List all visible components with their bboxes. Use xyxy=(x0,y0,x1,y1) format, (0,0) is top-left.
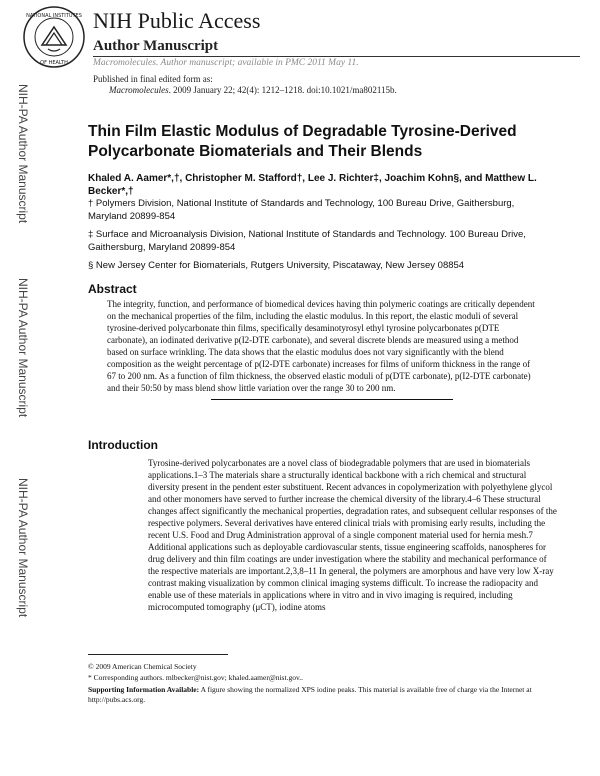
introduction-heading: Introduction xyxy=(88,438,158,452)
header-meta: Macromolecules. Author manuscript; available in PMC 2011 May 11. xyxy=(93,58,359,68)
journal-name: Macromolecules xyxy=(109,85,169,95)
author-list: Khaled A. Aamer*,†, Christopher M. Stafford†, Lee J. Richter‡, Joachim Kohn§, and Matthew L. Becker*,† xyxy=(88,173,537,197)
side-label-2: NIH-PA Author Manuscript xyxy=(16,278,30,418)
header-title: NIH Public Access xyxy=(93,8,261,33)
footnote-rule xyxy=(88,654,228,655)
affiliation-3: § New Jersey Center for Biomaterials, Rutgers University, Piscataway, New Jersey 08854 xyxy=(88,260,465,271)
supporting-info-label: Supporting Information Available: xyxy=(88,685,200,694)
affiliation-1: † Polymers Division, National Institute of Standards and Technology, 100 Bureau Drive, Gaithersburg, Maryland 20899-854 xyxy=(88,198,515,222)
citation xyxy=(109,85,397,95)
corresponding-note: * Corresponding authors. mlbecker@nist.gov; khaled.aamer@nist.gov.. xyxy=(88,673,303,682)
copyright-note: © 2009 American Chemical Society xyxy=(88,662,197,671)
svg-text:OF HEALTH: OF HEALTH xyxy=(40,60,68,66)
side-label-3: NIH-PA Author Manuscript xyxy=(16,478,30,618)
svg-text:NATIONAL INSTITUTES: NATIONAL INSTITUTES xyxy=(26,13,82,19)
supporting-info-text: A figure showing the normalized XPS iodine peaks. This material is available free of charge via the Internet at http://pubs.acs.org. xyxy=(88,685,532,704)
abstract-text: The integrity, function, and performance of biomedical devices having thin polymeric coatings are critically dependent on the mechanical properties of the film, including the elastic modulus. In this report, the elastic moduli of several tyrosine-derived polycarbonate thin films, specifically desaminotyrosyl ethyl tyrosine polycarbonates p(DTE carbonate), an iodinated derivative p(I2-DTE carbonate), and several discrete blends are measured using a method based on surface wrinkling. The data shows that the elastic modulus does not vary significantly with the blend composition as the weight percentage of p(I2-DTE carbonate) increases for films of uniform thickness in the range of 67 to 200 nm. As a function of film thickness, the observed elastic moduli of p(DTE carbonate), p(I2-DTE carbonate) and their 50:50 by mass blend show little variation over the range 30 to 200 nm. xyxy=(107,299,535,393)
citation-details: . 2009 January 22; 42(4): 1212–1218. doi:10.1021/ma802115b. xyxy=(168,85,397,95)
published-in-label: Published in final edited form as: xyxy=(93,74,213,84)
side-label-1: NIH-PA Author Manuscript xyxy=(16,84,30,224)
introduction-text: Tyrosine-derived polycarbonates are a novel class of biodegradable polymers that are used in biomaterials applications.1–3 The materials share a structurally identical backbone with a rich chemical and structural diversity present in the pendent ester substituent. Recent advances in copolymerization with polyethylene glycol and other monomers have served to further increase the chemical diversity of the library.4–6 These structural changes affect significantly the mechanical properties, degradation rates, and subsequent cellular responses of the respective polymers. Several derivatives have entered clinical trials with promising early results, including the recent U.S. Food and Drug Administration approval of a single component material used for hernia mesh.7 Additional applications such as deployable cardiovascular stents, tissue engineering scaffolds, nanospheres for drug delivery and thin film coatings are under investigation where the stability and mechanical performance of the respective materials are important.2,3,8–11 In general, the polymers are amorphous and have very low X-ray contrast making visualization by common clinical imaging systems difficult. To increase the radiopacity and enable use of these materials in applications where in vitro and in vivo imaging is required, including microcomputed tomography (μCT), iodine atoms xyxy=(148,458,557,612)
supporting-info-note xyxy=(88,685,558,705)
header-rule xyxy=(93,56,580,57)
abstract-heading: Abstract xyxy=(88,282,137,296)
header-subtitle: Author Manuscript xyxy=(93,38,219,54)
abstract-rule xyxy=(211,399,453,400)
nih-seal-logo xyxy=(22,5,86,69)
affiliation-2: ‡ Surface and Microanalysis Division, National Institute of Standards and Technology. 100 Bureau Drive, Gaithersburg, Maryland 20899-854 xyxy=(88,229,526,253)
article-title: Thin Film Elastic Modulus of Degradable Tyrosine-Derived Polycarbonate Biomaterials and Their Blends xyxy=(88,123,517,160)
